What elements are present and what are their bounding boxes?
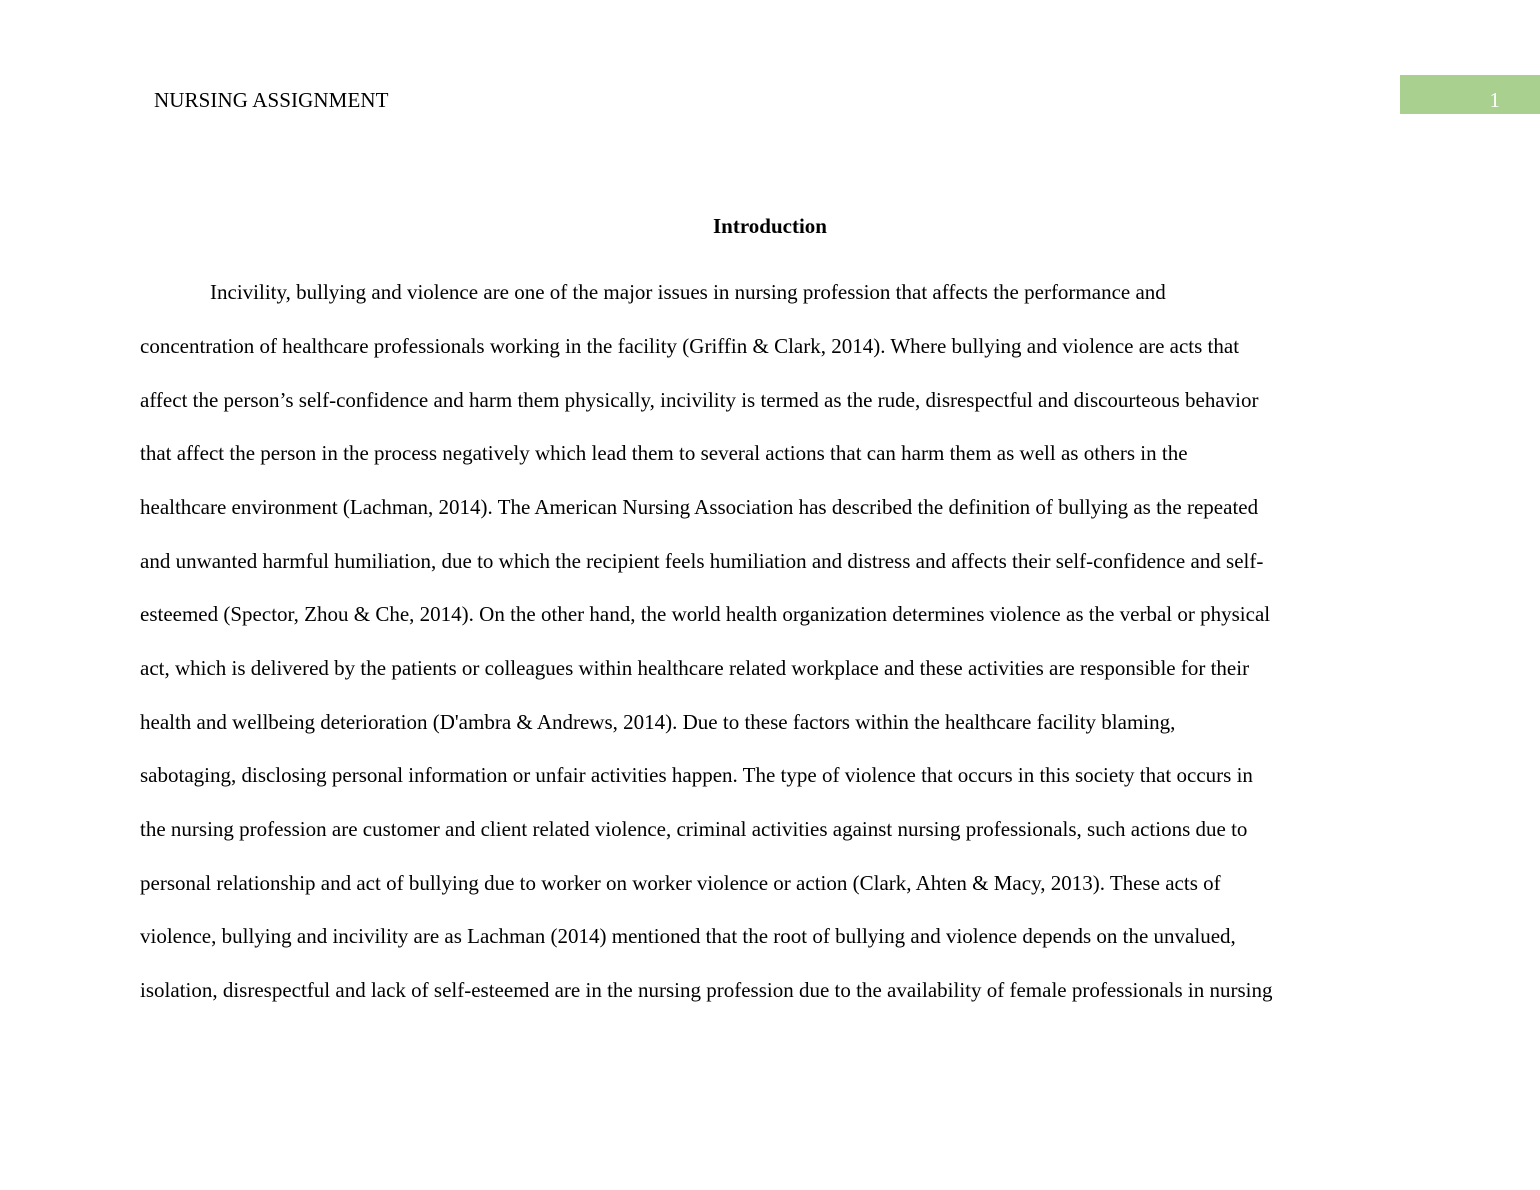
section-title: Introduction <box>713 214 827 238</box>
paragraph-line: health and wellbeing deterioration (D'ambra & Andrews, 2014). Due to these factors within the healthcare facility blaming, <box>140 710 1176 734</box>
paragraph-line: esteemed (Spector, Zhou & Che, 2014). On the other hand, the world health organization determines violence as the verbal or physical <box>140 602 1271 626</box>
paragraph-line: isolation, disrespectful and lack of self-esteemed are in the nursing profession due to the availability of female professionals in nursing <box>140 978 1273 1002</box>
paragraph-line: healthcare environment (Lachman, 2014). The American Nursing Association has described the definition of bullying as the repeated <box>140 495 1259 519</box>
paragraph-line: sabotaging, disclosing personal information or unfair activities happen. The type of violence that occurs in this society that occurs in <box>140 763 1253 787</box>
paragraph-line: affect the person’s self-confidence and harm them physically, incivility is termed as the rude, disrespectful and discourteous behavior <box>140 388 1259 412</box>
paragraph-line: the nursing profession are customer and client related violence, criminal activities against nursing professionals, such actions due to <box>140 817 1248 841</box>
page-number: 1 <box>1489 88 1500 112</box>
page-number-box <box>1400 75 1540 114</box>
paragraph-line: and unwanted harmful humiliation, due to which the recipient feels humiliation and distress and affects their self-confidence and self- <box>140 549 1264 573</box>
paragraph-line: Incivility, bullying and violence are one of the major issues in nursing profession that affects the performance and <box>210 280 1166 304</box>
paragraph-line: act, which is delivered by the patients or colleagues within healthcare related workplace and these activities are responsible for their <box>140 656 1250 680</box>
paragraph-line: concentration of healthcare professionals working in the facility (Griffin & Clark, 2014). Where bullying and violence are acts that <box>140 334 1240 358</box>
paragraph-line: that affect the person in the process negatively which lead them to several actions that can harm them as well as others in the <box>140 441 1188 465</box>
paragraph-line: personal relationship and act of bullying due to worker on worker violence or action (Clark, Ahten & Macy, 2013). These acts of <box>140 871 1221 895</box>
paragraph-line: violence, bullying and incivility are as Lachman (2014) mentioned that the root of bullying and violence depends on the unvalued, <box>140 924 1236 948</box>
running-head: NURSING ASSIGNMENT <box>154 88 389 112</box>
